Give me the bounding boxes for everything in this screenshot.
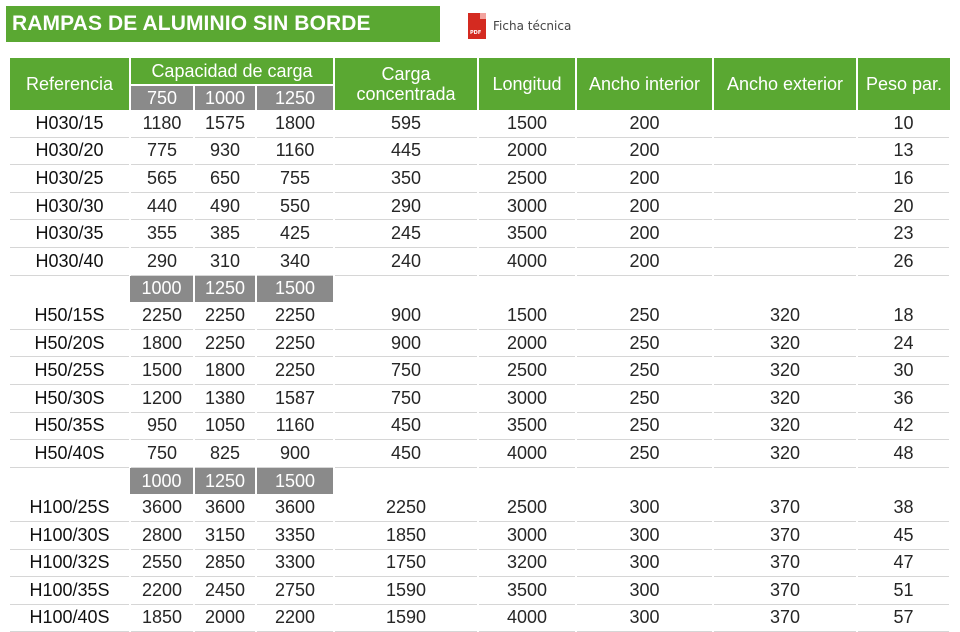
- longitud-cell: 2000: [478, 329, 576, 357]
- reference-cell: H100/25S: [10, 494, 130, 521]
- ancho-exterior-cell: [713, 247, 857, 275]
- capacity-cell: 2250: [256, 302, 334, 329]
- page-title: RAMPAS DE ALUMINIO SIN BORDE: [12, 12, 371, 35]
- longitud-cell: 4000: [478, 440, 576, 468]
- longitud-cell: 1500: [478, 110, 576, 137]
- peso-cell: 51: [857, 577, 950, 605]
- longitud-cell: 2000: [478, 137, 576, 165]
- carga-concentrada-cell: 900: [334, 329, 478, 357]
- capacity-subheader: 750: [130, 85, 194, 110]
- capacity-cell: 2250: [194, 329, 256, 357]
- reference-cell: H50/40S: [10, 440, 130, 468]
- capacity-cell: 775: [130, 137, 194, 165]
- longitud-cell: 2500: [478, 165, 576, 193]
- capacity-cell: 2250: [256, 357, 334, 385]
- ancho-interior-cell: 200: [576, 165, 713, 193]
- capacity-cell: 2250: [194, 302, 256, 329]
- ancho-exterior-cell: 320: [713, 329, 857, 357]
- ancho-exterior-cell: 320: [713, 384, 857, 412]
- header-referencia: Referencia: [10, 58, 130, 110]
- capacity-subheader: 1500: [256, 467, 334, 494]
- capacity-cell: 565: [130, 165, 194, 193]
- capacity-cell: 750: [130, 440, 194, 468]
- carga-concentrada-cell: 350: [334, 165, 478, 193]
- capacity-cell: 930: [194, 137, 256, 165]
- header-longitud: Longitud: [478, 58, 576, 110]
- ancho-interior-cell: 200: [576, 110, 713, 137]
- header-capacidad-carga: Capacidad de carga: [130, 58, 334, 85]
- ancho-interior-cell: 250: [576, 440, 713, 468]
- ancho-interior-cell: 250: [576, 357, 713, 385]
- carga-concentrada-cell: 750: [334, 384, 478, 412]
- table-row: [10, 384, 950, 412]
- table-row: [10, 577, 950, 605]
- table-row: [10, 220, 950, 248]
- capacity-subheader: 1000: [194, 85, 256, 110]
- capacity-cell: 1500: [130, 357, 194, 385]
- capacity-cell: 2200: [130, 577, 194, 605]
- peso-cell: 30: [857, 357, 950, 385]
- carga-concentrada-cell: 595: [334, 110, 478, 137]
- reference-cell: H030/15: [10, 110, 130, 137]
- peso-cell: 16: [857, 165, 950, 193]
- capacity-cell: 1850: [130, 604, 194, 632]
- longitud-cell: 3000: [478, 192, 576, 220]
- table-row: [10, 521, 950, 549]
- capacity-subheader: 1250: [194, 275, 256, 302]
- ancho-exterior-cell: 320: [713, 302, 857, 329]
- longitud-cell: 4000: [478, 247, 576, 275]
- reference-cell: H100/32S: [10, 549, 130, 577]
- peso-cell: 36: [857, 384, 950, 412]
- header-ancho-interior: Ancho interior: [576, 58, 713, 110]
- capacity-cell: 3600: [256, 494, 334, 521]
- capacity-cell: 950: [130, 412, 194, 440]
- reference-cell: H100/40S: [10, 604, 130, 632]
- peso-cell: 26: [857, 247, 950, 275]
- header-carga-concentrada: Carga concentrada: [334, 58, 478, 110]
- ancho-exterior-cell: 320: [713, 412, 857, 440]
- carga-concentrada-cell: 1590: [334, 604, 478, 632]
- capacity-cell: 1800: [130, 329, 194, 357]
- capacity-cell: 2250: [256, 329, 334, 357]
- carga-concentrada-cell: 450: [334, 412, 478, 440]
- carga-concentrada-cell: 450: [334, 440, 478, 468]
- capacity-cell: 2750: [256, 577, 334, 605]
- ancho-exterior-cell: [713, 110, 857, 137]
- capacity-cell: 1180: [130, 110, 194, 137]
- reference-cell: H030/35: [10, 220, 130, 248]
- capacity-cell: 900: [256, 440, 334, 468]
- capacity-cell: 1160: [256, 412, 334, 440]
- table-row: [10, 302, 950, 329]
- ancho-interior-cell: 200: [576, 220, 713, 248]
- ancho-exterior-cell: 370: [713, 549, 857, 577]
- capacity-cell: 3300: [256, 549, 334, 577]
- longitud-cell: 3500: [478, 220, 576, 248]
- longitud-cell: 3000: [478, 521, 576, 549]
- capacity-subheader-row: [10, 275, 950, 302]
- capacity-cell: 2000: [194, 604, 256, 632]
- reference-cell: H50/35S: [10, 412, 130, 440]
- ancho-interior-cell: 250: [576, 302, 713, 329]
- ancho-interior-cell: 300: [576, 577, 713, 605]
- table-row: [10, 604, 950, 632]
- table-row: [10, 110, 950, 137]
- ancho-interior-cell: 300: [576, 604, 713, 632]
- longitud-cell: 3500: [478, 577, 576, 605]
- carga-concentrada-cell: 2250: [334, 494, 478, 521]
- ancho-interior-cell: 250: [576, 384, 713, 412]
- page-title-banner: [6, 6, 440, 42]
- capacity-cell: 2250: [130, 302, 194, 329]
- ancho-exterior-cell: [713, 137, 857, 165]
- carga-concentrada-cell: 900: [334, 302, 478, 329]
- table-row: [10, 357, 950, 385]
- peso-cell: 47: [857, 549, 950, 577]
- peso-cell: 10: [857, 110, 950, 137]
- ancho-exterior-cell: [713, 220, 857, 248]
- capacity-cell: 2450: [194, 577, 256, 605]
- table-row: [10, 549, 950, 577]
- ancho-exterior-cell: [713, 165, 857, 193]
- capacity-cell: 490: [194, 192, 256, 220]
- capacity-cell: 340: [256, 247, 334, 275]
- carga-concentrada-cell: 245: [334, 220, 478, 248]
- specs-table: [10, 58, 951, 632]
- capacity-cell: 310: [194, 247, 256, 275]
- ancho-exterior-cell: 320: [713, 357, 857, 385]
- carga-concentrada-cell: 445: [334, 137, 478, 165]
- carga-concentrada-cell: 1850: [334, 521, 478, 549]
- capacity-cell: 1575: [194, 110, 256, 137]
- capacity-cell: 1200: [130, 384, 194, 412]
- capacity-cell: 1050: [194, 412, 256, 440]
- reference-cell: H030/40: [10, 247, 130, 275]
- table-row: [10, 165, 950, 193]
- reference-cell: H50/15S: [10, 302, 130, 329]
- carga-concentrada-cell: 1750: [334, 549, 478, 577]
- ancho-interior-cell: 250: [576, 412, 713, 440]
- ancho-interior-cell: 200: [576, 247, 713, 275]
- peso-cell: 45: [857, 521, 950, 549]
- capacity-cell: 825: [194, 440, 256, 468]
- capacity-cell: 3350: [256, 521, 334, 549]
- capacity-cell: 1800: [194, 357, 256, 385]
- table-row: [10, 247, 950, 275]
- longitud-cell: 2500: [478, 357, 576, 385]
- capacity-subheader: 1000: [130, 275, 194, 302]
- longitud-cell: 1500: [478, 302, 576, 329]
- capacity-cell: 385: [194, 220, 256, 248]
- ancho-interior-cell: 200: [576, 192, 713, 220]
- ancho-exterior-cell: 370: [713, 604, 857, 632]
- capacity-subheader: 1500: [256, 275, 334, 302]
- carga-concentrada-cell: 750: [334, 357, 478, 385]
- table-row: [10, 494, 950, 521]
- reference-cell: H030/25: [10, 165, 130, 193]
- capacity-subheader: 1000: [130, 467, 194, 494]
- peso-cell: 48: [857, 440, 950, 468]
- capacity-cell: 3600: [194, 494, 256, 521]
- capacity-subheader: 1250: [194, 467, 256, 494]
- capacity-cell: 3150: [194, 521, 256, 549]
- ancho-interior-cell: 200: [576, 137, 713, 165]
- peso-cell: 38: [857, 494, 950, 521]
- capacity-cell: 290: [130, 247, 194, 275]
- capacity-cell: 2550: [130, 549, 194, 577]
- capacity-cell: 1587: [256, 384, 334, 412]
- capacity-cell: 3600: [130, 494, 194, 521]
- table-row: [10, 329, 950, 357]
- capacity-cell: 425: [256, 220, 334, 248]
- longitud-cell: 3200: [478, 549, 576, 577]
- ancho-exterior-cell: 370: [713, 521, 857, 549]
- capacity-cell: 550: [256, 192, 334, 220]
- ancho-exterior-cell: 370: [713, 494, 857, 521]
- table-row: [10, 412, 950, 440]
- reference-cell: H50/30S: [10, 384, 130, 412]
- peso-cell: 13: [857, 137, 950, 165]
- capacity-cell: 1160: [256, 137, 334, 165]
- capacity-cell: 650: [194, 165, 256, 193]
- capacity-cell: 1800: [256, 110, 334, 137]
- capacity-cell: 2800: [130, 521, 194, 549]
- peso-cell: 24: [857, 329, 950, 357]
- table-row: [10, 440, 950, 468]
- peso-cell: 23: [857, 220, 950, 248]
- carga-concentrada-cell: 1590: [334, 577, 478, 605]
- reference-cell: H50/25S: [10, 357, 130, 385]
- pdf-file-icon: PDF: [468, 13, 486, 39]
- longitud-cell: 3500: [478, 412, 576, 440]
- ancho-interior-cell: 300: [576, 521, 713, 549]
- ficha-tecnica-link[interactable]: [468, 11, 571, 41]
- reference-cell: H100/30S: [10, 521, 130, 549]
- capacity-subheader: 1250: [256, 85, 334, 110]
- reference-cell: H100/35S: [10, 577, 130, 605]
- table-row: [10, 192, 950, 220]
- peso-cell: 18: [857, 302, 950, 329]
- ancho-exterior-cell: 320: [713, 440, 857, 468]
- reference-cell: H030/30: [10, 192, 130, 220]
- header-ancho-exterior: Ancho exterior: [713, 58, 857, 110]
- carga-concentrada-cell: 240: [334, 247, 478, 275]
- peso-cell: 57: [857, 604, 950, 632]
- capacity-cell: 755: [256, 165, 334, 193]
- peso-cell: 20: [857, 192, 950, 220]
- ancho-interior-cell: 300: [576, 549, 713, 577]
- longitud-cell: 4000: [478, 604, 576, 632]
- longitud-cell: 2500: [478, 494, 576, 521]
- peso-cell: 42: [857, 412, 950, 440]
- capacity-subheader-row: [10, 467, 950, 494]
- capacity-cell: 440: [130, 192, 194, 220]
- longitud-cell: 3000: [478, 384, 576, 412]
- capacity-cell: 1380: [194, 384, 256, 412]
- ancho-interior-cell: 300: [576, 494, 713, 521]
- table-row: [10, 137, 950, 165]
- ancho-exterior-cell: [713, 192, 857, 220]
- carga-concentrada-cell: 290: [334, 192, 478, 220]
- ancho-exterior-cell: 370: [713, 577, 857, 605]
- header-peso-par: Peso par.: [857, 58, 950, 110]
- ficha-tecnica-label: Ficha técnica: [493, 19, 572, 33]
- capacity-cell: 355: [130, 220, 194, 248]
- capacity-cell: 2200: [256, 604, 334, 632]
- ancho-interior-cell: 250: [576, 329, 713, 357]
- capacity-cell: 2850: [194, 549, 256, 577]
- reference-cell: H50/20S: [10, 329, 130, 357]
- reference-cell: H030/20: [10, 137, 130, 165]
